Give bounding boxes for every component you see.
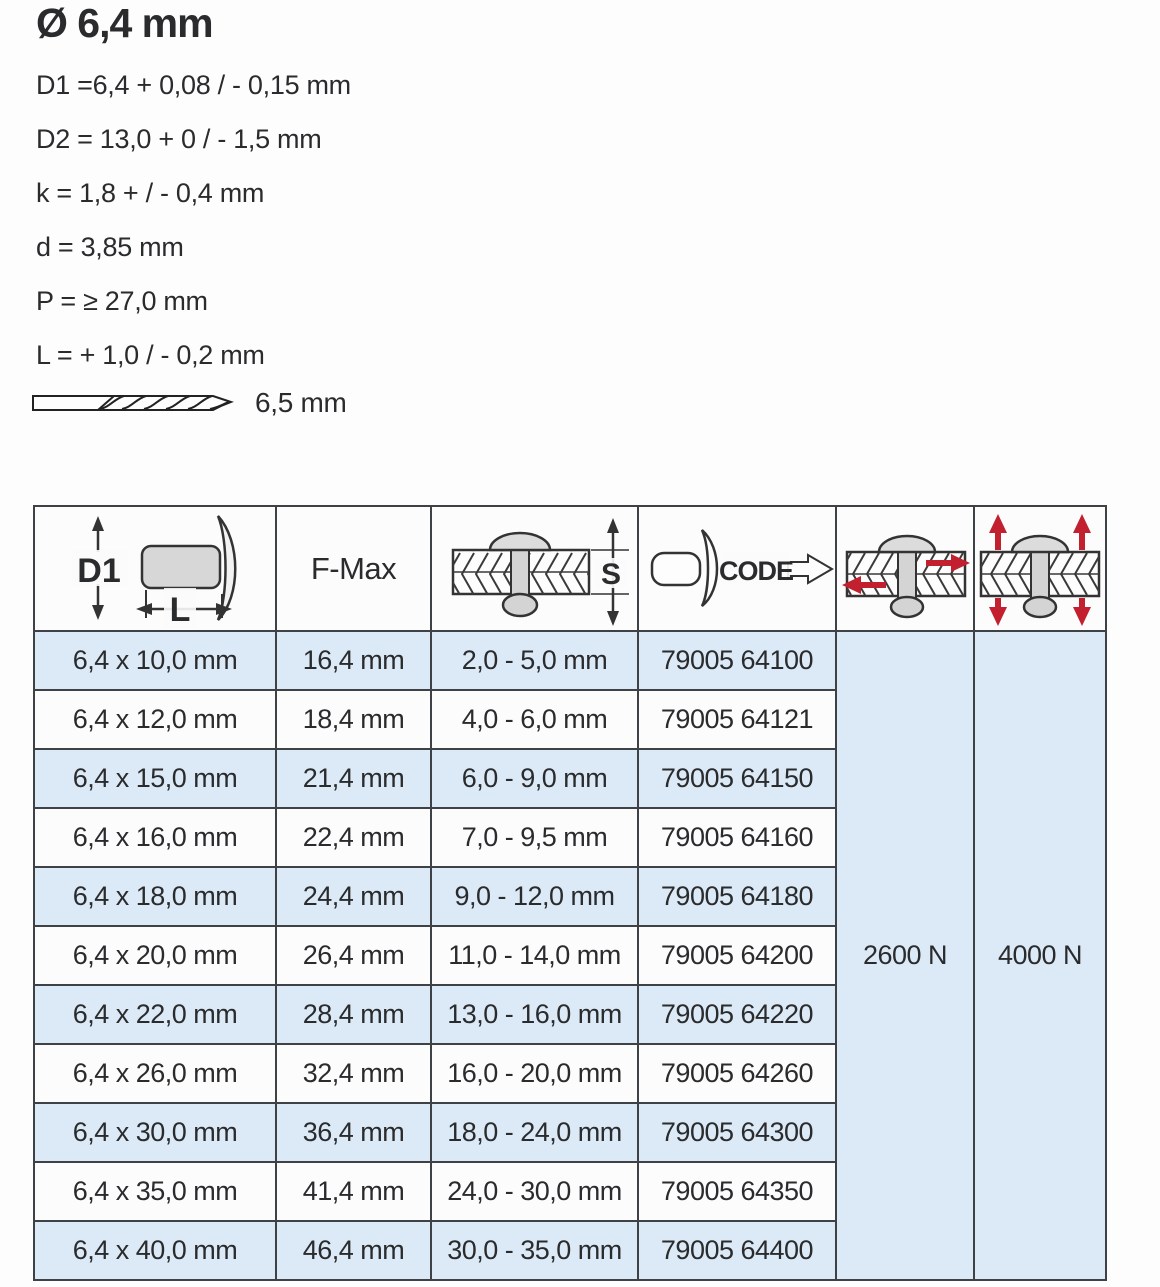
- column-header-tensile: [974, 506, 1106, 631]
- cell-size: 6,4 x 15,0 mm: [34, 749, 276, 808]
- d1-dimension-label: D1: [77, 552, 121, 590]
- cell-grip-range: 9,0 - 12,0 mm: [431, 867, 638, 926]
- drill-bit-icon: [30, 386, 235, 420]
- cell-grip-range: 2,0 - 5,0 mm: [431, 631, 638, 690]
- shear-strength-value: 2600 N: [836, 631, 974, 1280]
- column-header-shear: [836, 506, 974, 631]
- cell-grip-range: 11,0 - 14,0 mm: [431, 926, 638, 985]
- table-row: [34, 631, 1106, 690]
- spec-line-d2: D2 = 13,0 + 0 / - 1,5 mm: [36, 124, 322, 154]
- cell-fmax: 28,4 mm: [276, 985, 431, 1044]
- cell-size: 6,4 x 18,0 mm: [34, 867, 276, 926]
- cell-grip-range: 30,0 - 35,0 mm: [431, 1221, 638, 1280]
- cell-fmax: 36,4 mm: [276, 1103, 431, 1162]
- cell-grip-range: 16,0 - 20,0 mm: [431, 1044, 638, 1103]
- cell-grip-range: 18,0 - 24,0 mm: [431, 1103, 638, 1162]
- grip-range-icon: [433, 508, 636, 629]
- cell-grip-range: 13,0 - 16,0 mm: [431, 985, 638, 1044]
- drill-size-row: [30, 386, 347, 420]
- cell-grip-range: 6,0 - 9,0 mm: [431, 749, 638, 808]
- cell-fmax: 41,4 mm: [276, 1162, 431, 1221]
- grip-s-label: S: [600, 558, 622, 591]
- cell-grip-range: 7,0 - 9,5 mm: [431, 808, 638, 867]
- cell-fmax: 18,4 mm: [276, 690, 431, 749]
- cell-size: 6,4 x 26,0 mm: [34, 1044, 276, 1103]
- spec-line-l: L = + 1,0 / - 0,2 mm: [36, 340, 265, 370]
- cell-size: 6,4 x 16,0 mm: [34, 808, 276, 867]
- spec-list: [36, 58, 351, 382]
- cell-code: 79005 64100: [638, 631, 836, 690]
- table-body: [34, 631, 1106, 1280]
- column-header-dimensions: [34, 506, 276, 631]
- cell-fmax: 26,4 mm: [276, 926, 431, 985]
- cell-code: 79005 64121: [638, 690, 836, 749]
- column-header-fmax: [276, 506, 431, 631]
- cell-size: 6,4 x 22,0 mm: [34, 985, 276, 1044]
- cell-code: 79005 64300: [638, 1103, 836, 1162]
- table-header: [34, 506, 1106, 631]
- spec-line-d1: D1 =6,4 + 0,08 / - 0,15 mm: [36, 70, 351, 100]
- cell-size: 6,4 x 12,0 mm: [34, 690, 276, 749]
- cell-code: 79005 64180: [638, 867, 836, 926]
- fmax-label: F-Max: [310, 550, 397, 586]
- rivet-dimension-icon: [36, 508, 274, 629]
- cell-fmax: 46,4 mm: [276, 1221, 431, 1280]
- cell-code: 79005 64200: [638, 926, 836, 985]
- l-dimension-label: L: [169, 591, 191, 629]
- spec-line-p: P = ≥ 27,0 mm: [36, 286, 208, 316]
- cell-code: 79005 64260: [638, 1044, 836, 1103]
- cell-code: 79005 64150: [638, 749, 836, 808]
- cell-size: 6,4 x 10,0 mm: [34, 631, 276, 690]
- drill-diameter-label: 6,5 mm: [255, 387, 347, 418]
- tensile-strength-icon: [976, 508, 1104, 629]
- shear-strength-icon: [838, 508, 972, 629]
- tensile-strength-value: 4000 N: [974, 631, 1106, 1280]
- spec-line-d: d = 3,85 mm: [36, 232, 184, 262]
- cell-code: 79005 64350: [638, 1162, 836, 1221]
- cell-fmax: 24,4 mm: [276, 867, 431, 926]
- column-header-code: [638, 506, 836, 631]
- page-title: Ø 6,4 mm: [36, 0, 213, 46]
- rivet-spec-table: [33, 505, 1107, 1281]
- cell-size: 6,4 x 30,0 mm: [34, 1103, 276, 1162]
- cell-fmax: 32,4 mm: [276, 1044, 431, 1103]
- cell-grip-range: 4,0 - 6,0 mm: [431, 690, 638, 749]
- rivet-code-icon: [640, 508, 834, 629]
- cell-size: 6,4 x 35,0 mm: [34, 1162, 276, 1221]
- cell-code: 79005 64160: [638, 808, 836, 867]
- cell-fmax: 22,4 mm: [276, 808, 431, 867]
- cell-fmax: 21,4 mm: [276, 749, 431, 808]
- spec-line-k: k = 1,8 + / - 0,4 mm: [36, 178, 265, 208]
- cell-code: 79005 64400: [638, 1221, 836, 1280]
- cell-size: 6,4 x 40,0 mm: [34, 1221, 276, 1280]
- cell-size: 6,4 x 20,0 mm: [34, 926, 276, 985]
- column-header-grip: [431, 506, 638, 631]
- cell-grip-range: 24,0 - 30,0 mm: [431, 1162, 638, 1221]
- cell-code: 79005 64220: [638, 985, 836, 1044]
- cell-fmax: 16,4 mm: [276, 631, 431, 690]
- code-label: CODE: [718, 556, 794, 586]
